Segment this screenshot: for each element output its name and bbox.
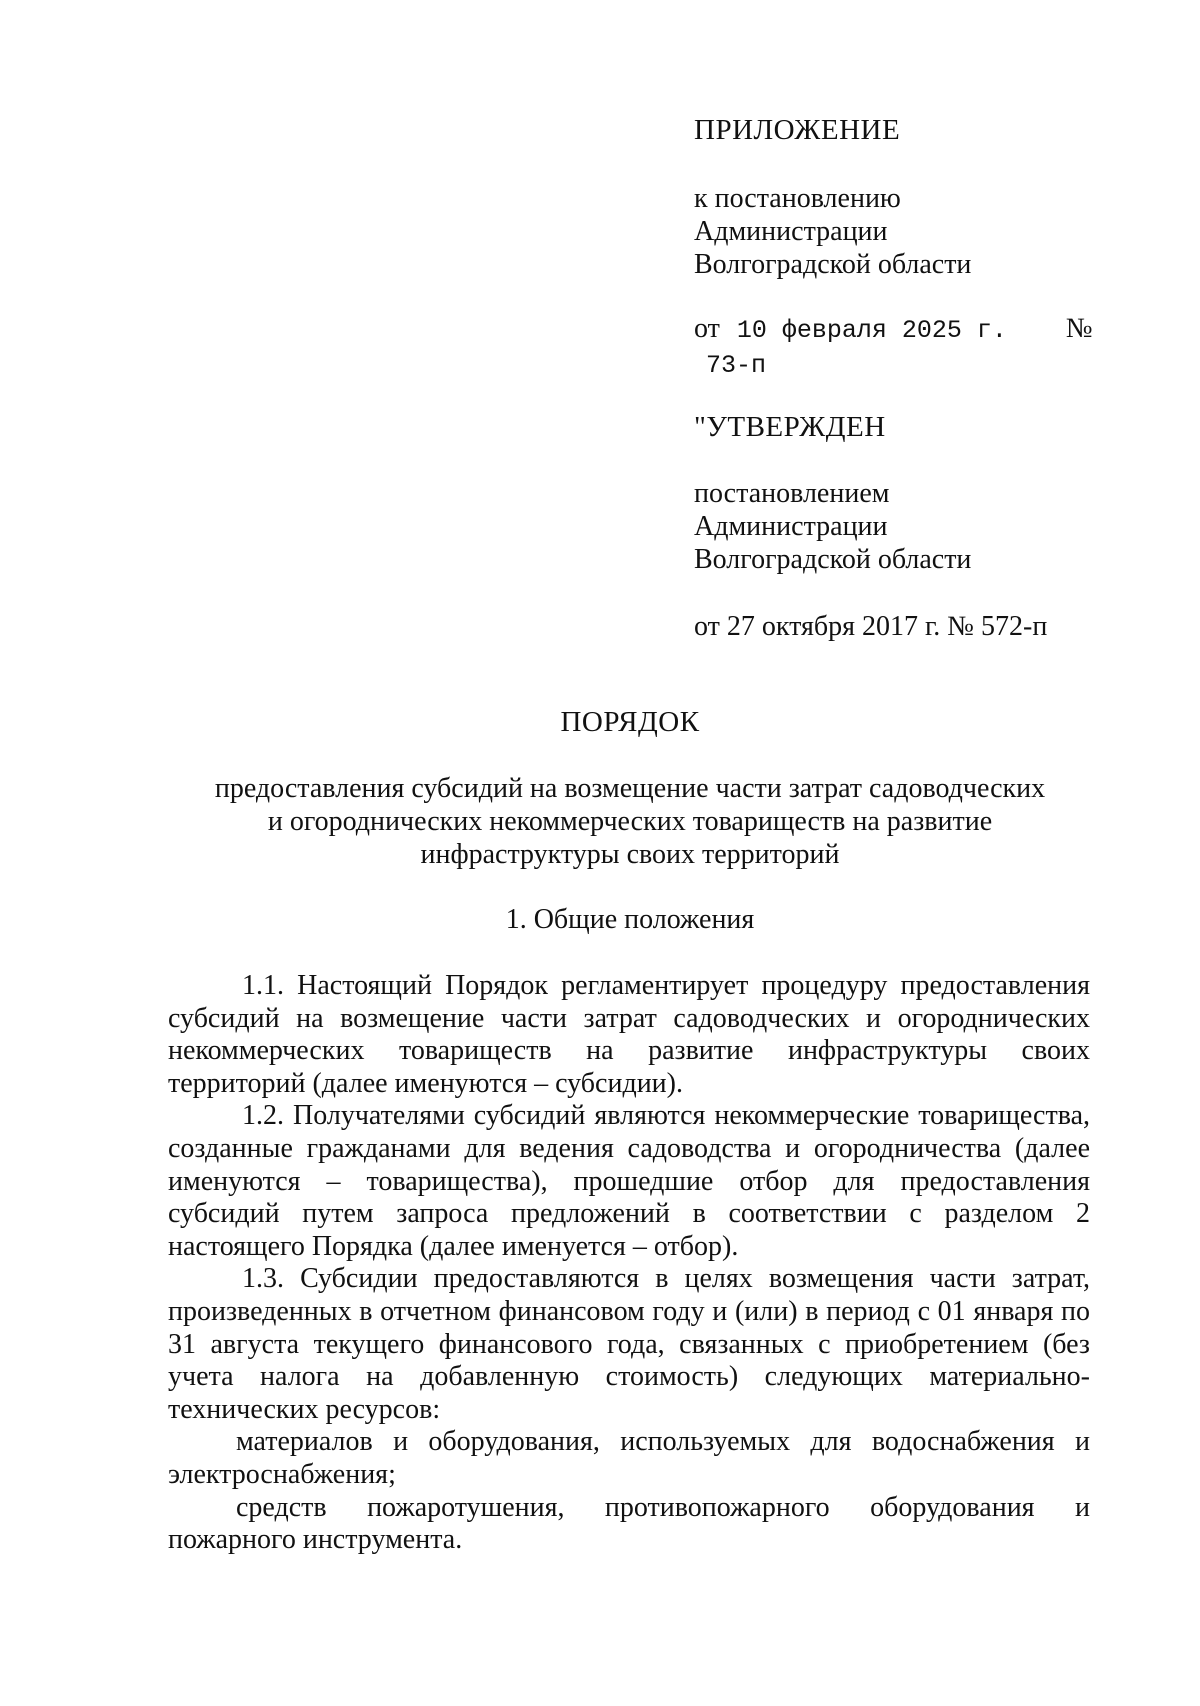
appendix-to-line3: Волгоградской области	[694, 249, 972, 280]
subtitle-line2: и огороднических некоммерческих товариществ на развитие	[267, 806, 993, 837]
section-title: 1. Общие положения	[505, 904, 755, 935]
appendix-reference	[694, 182, 1144, 281]
appendix-to-line2: Администрации	[694, 216, 888, 247]
document-title: ПОРЯДОК	[560, 706, 700, 738]
document-subtitle	[170, 772, 1090, 871]
paragraph-1-1: 1.1. Настоящий Порядок регламентирует процедуру предоставления субсидий на возмещение части затрат садоводческих и огороднических некоммерческих товариществ на развитие инфраструктуры своих территорий (далее именуются – субсидии).	[168, 970, 1090, 1099]
subtitle-line3: инфраструктуры своих территорий	[420, 839, 840, 870]
subtitle-line1: предоставления субсидий на возмещение части затрат садоводческих	[214, 773, 1046, 804]
appendix-date-prefix: от	[694, 313, 720, 344]
appendix-number-prefix: №	[1065, 313, 1093, 344]
approved-title: "УТВЕРЖДЕН	[694, 411, 886, 443]
list-item-1: материалов и оборудования, используемых для водоснабжения и электроснабжения;	[168, 1426, 1090, 1490]
appendix-date-line	[694, 312, 1144, 382]
approved-line3: Волгоградской области	[694, 544, 972, 575]
paragraph-1-2: 1.2. Получателями субсидий являются некоммерческие товарищества, созданные гражданами для ведения садоводства и огородничества (далее именуются – товарищества), прошедшие отбор для предоставления субсидий путем запроса предложений в соответствии с разделом 2 настоящего Порядка (далее именуется – отбор).	[168, 1100, 1090, 1262]
approved-line2: Администрации	[694, 511, 888, 542]
appendix-title: ПРИЛОЖЕНИЕ	[694, 114, 901, 146]
appendix-date-value: 10 февраля 2025 г.	[736, 316, 1007, 345]
appendix-to-line1: к постановлению	[694, 183, 901, 214]
paragraph-1-3: 1.3. Субсидии предоставляются в целях возмещения части затрат, произведенных в отчетном финансовом году и (или) в период с 01 января по 31 августа текущего финансового года, связанных с приобретением (без учета налога на добавленную стоимость) следующих материально-технических ресурсов:	[168, 1263, 1090, 1425]
appendix-number-value: 73-п	[706, 351, 767, 380]
approved-reference	[694, 477, 1144, 576]
approved-date-line: от 27 октября 2017 г. № 572-п	[694, 611, 1048, 642]
approved-line1: постановлением	[694, 478, 890, 509]
list-item-2: средств пожаротушения, противопожарного оборудования и пожарного инструмента.	[168, 1491, 1090, 1556]
document-body	[168, 970, 1090, 1557]
